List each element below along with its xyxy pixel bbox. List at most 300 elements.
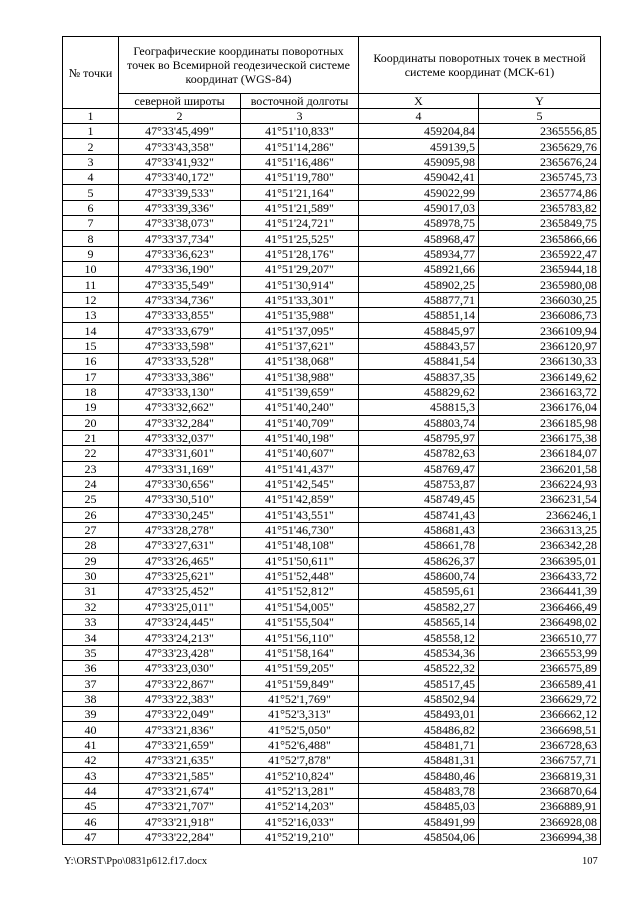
longitude-cell: 41°51'28,176" <box>241 246 359 261</box>
longitude-cell: 41°51'40,607" <box>241 446 359 461</box>
latitude-cell: 47°33'39,533" <box>119 185 241 200</box>
point-number: 40 <box>63 722 119 737</box>
longitude-cell: 41°51'33,301" <box>241 292 359 307</box>
point-number: 45 <box>63 799 119 814</box>
longitude-cell: 41°51'40,240" <box>241 400 359 415</box>
point-number: 27 <box>63 522 119 537</box>
y-cell: 2366928,08 <box>479 814 601 829</box>
longitude-cell: 41°51'59,849" <box>241 676 359 691</box>
latitude-cell: 47°33'27,631" <box>119 538 241 553</box>
table-body <box>63 124 601 845</box>
table-row <box>63 568 601 583</box>
table-row <box>63 246 601 261</box>
table-row <box>63 476 601 491</box>
point-number: 22 <box>63 446 119 461</box>
point-number: 8 <box>63 231 119 246</box>
point-number: 47 <box>63 829 119 844</box>
latitude-cell: 47°33'21,707" <box>119 799 241 814</box>
longitude-cell: 41°51'43,551" <box>241 507 359 522</box>
latitude-cell: 47°33'24,445" <box>119 615 241 630</box>
x-cell: 458829,62 <box>359 384 479 399</box>
table-row <box>63 753 601 768</box>
y-cell: 2366149,62 <box>479 369 601 384</box>
x-cell: 458843,57 <box>359 338 479 353</box>
y-cell: 2366553,99 <box>479 645 601 660</box>
latitude-cell: 47°33'43,358" <box>119 139 241 154</box>
point-number: 46 <box>63 814 119 829</box>
latitude-cell: 47°33'22,284" <box>119 829 241 844</box>
column-number: 5 <box>479 109 601 124</box>
latitude-cell: 47°33'33,598" <box>119 338 241 353</box>
table-row <box>63 384 601 399</box>
x-cell: 459022,99 <box>359 185 479 200</box>
longitude-cell: 41°52'13,281" <box>241 783 359 798</box>
point-number: 24 <box>63 476 119 491</box>
y-cell: 2366994,38 <box>479 829 601 844</box>
latitude-cell: 47°33'45,499" <box>119 124 241 139</box>
longitude-cell: 41°51'39,659" <box>241 384 359 399</box>
table-row <box>63 338 601 353</box>
point-number: 9 <box>63 246 119 261</box>
longitude-cell: 41°51'50,611" <box>241 553 359 568</box>
table-row <box>63 262 601 277</box>
point-number: 25 <box>63 492 119 507</box>
x-cell: 458921,66 <box>359 262 479 277</box>
x-cell: 459204,84 <box>359 124 479 139</box>
y-cell: 2365556,85 <box>479 124 601 139</box>
x-cell: 458486,82 <box>359 722 479 737</box>
latitude-cell: 47°33'22,383" <box>119 691 241 706</box>
latitude-cell: 47°33'21,585" <box>119 768 241 783</box>
x-cell: 459139,5 <box>359 139 479 154</box>
table-row <box>63 124 601 139</box>
latitude-cell: 47°33'32,662" <box>119 400 241 415</box>
point-number: 15 <box>63 338 119 353</box>
point-number: 4 <box>63 170 119 185</box>
latitude-cell: 47°33'35,549" <box>119 277 241 292</box>
y-cell: 2365745,73 <box>479 170 601 185</box>
y-cell: 2366130,33 <box>479 354 601 369</box>
latitude-cell: 47°33'33,679" <box>119 323 241 338</box>
table-row <box>63 799 601 814</box>
y-cell: 2366313,25 <box>479 522 601 537</box>
longitude-cell: 41°51'46,730" <box>241 522 359 537</box>
latitude-cell: 47°33'30,510" <box>119 492 241 507</box>
table-row <box>63 615 601 630</box>
point-number: 3 <box>63 154 119 169</box>
table-row <box>63 216 601 231</box>
longitude-cell: 41°52'6,488" <box>241 737 359 752</box>
y-cell: 2366342,28 <box>479 538 601 553</box>
longitude-cell: 41°52'3,313" <box>241 707 359 722</box>
table-row <box>63 154 601 169</box>
latitude-cell: 47°33'25,621" <box>119 568 241 583</box>
latitude-cell: 47°33'26,465" <box>119 553 241 568</box>
latitude-cell: 47°33'37,734" <box>119 231 241 246</box>
longitude-cell: 41°51'38,068" <box>241 354 359 369</box>
y-cell: 2365676,24 <box>479 154 601 169</box>
point-number: 5 <box>63 185 119 200</box>
point-number: 38 <box>63 691 119 706</box>
longitude-cell: 41°51'19,780" <box>241 170 359 185</box>
page-number: 107 <box>582 856 598 867</box>
latitude-cell: 47°33'36,623" <box>119 246 241 261</box>
point-number: 37 <box>63 676 119 691</box>
y-cell: 2366498,02 <box>479 615 601 630</box>
y-cell: 2365629,76 <box>479 139 601 154</box>
longitude-cell: 41°51'48,108" <box>241 538 359 553</box>
point-number: 34 <box>63 630 119 645</box>
x-cell: 459042,41 <box>359 170 479 185</box>
latitude-cell: 47°33'34,736" <box>119 292 241 307</box>
y-cell: 2366175,38 <box>479 430 601 445</box>
longitude-cell: 41°51'52,812" <box>241 584 359 599</box>
x-cell: 458626,37 <box>359 553 479 568</box>
x-cell: 458493,01 <box>359 707 479 722</box>
longitude-cell: 41°52'19,210" <box>241 829 359 844</box>
table-row <box>63 645 601 660</box>
longitude-cell: 41°51'30,914" <box>241 277 359 292</box>
x-cell: 458803,74 <box>359 415 479 430</box>
point-number: 21 <box>63 430 119 445</box>
longitude-cell: 41°51'14,286" <box>241 139 359 154</box>
y-cell: 2366246,1 <box>479 507 601 522</box>
table-row <box>63 231 601 246</box>
latitude-cell: 47°33'25,452" <box>119 584 241 599</box>
table-row <box>63 170 601 185</box>
latitude-cell: 47°33'33,855" <box>119 308 241 323</box>
y-cell: 2366109,94 <box>479 323 601 338</box>
latitude-cell: 47°33'33,130" <box>119 384 241 399</box>
point-number: 20 <box>63 415 119 430</box>
longitude-cell: 41°51'21,164" <box>241 185 359 200</box>
longitude-cell: 41°52'7,878" <box>241 753 359 768</box>
latitude-cell: 47°33'32,037" <box>119 430 241 445</box>
point-number: 18 <box>63 384 119 399</box>
point-number: 16 <box>63 354 119 369</box>
longitude-cell: 41°51'54,005" <box>241 599 359 614</box>
x-cell: 458749,45 <box>359 492 479 507</box>
latitude-cell: 47°33'23,428" <box>119 645 241 660</box>
point-number: 2 <box>63 139 119 154</box>
y-cell: 2365783,82 <box>479 200 601 215</box>
point-number: 28 <box>63 538 119 553</box>
table-row <box>63 722 601 737</box>
table-row <box>63 661 601 676</box>
latitude-cell: 47°33'22,867" <box>119 676 241 691</box>
longitude-cell: 41°51'58,164" <box>241 645 359 660</box>
x-cell: 458741,43 <box>359 507 479 522</box>
y-cell: 2366757,71 <box>479 753 601 768</box>
longitude-header: восточной долготы <box>241 94 359 109</box>
x-cell: 458782,63 <box>359 446 479 461</box>
point-number: 41 <box>63 737 119 752</box>
y-cell: 2366575,89 <box>479 661 601 676</box>
longitude-cell: 41°51'40,709" <box>241 415 359 430</box>
table-row <box>63 768 601 783</box>
point-number: 6 <box>63 200 119 215</box>
table-row <box>63 507 601 522</box>
x-cell: 458485,03 <box>359 799 479 814</box>
local-coordinates-header: Координаты поворотных точек в местной системе координат (МСК-61) <box>359 37 601 94</box>
y-header: Y <box>479 94 601 109</box>
x-cell: 458681,43 <box>359 522 479 537</box>
table-row <box>63 292 601 307</box>
column-number-row <box>63 109 601 124</box>
x-cell: 458595,61 <box>359 584 479 599</box>
x-cell: 458565,14 <box>359 615 479 630</box>
x-cell: 458902,25 <box>359 277 479 292</box>
point-number: 32 <box>63 599 119 614</box>
table-row <box>63 492 601 507</box>
file-path: Y:\ORST\Ppo\0831p612.f17.docx <box>64 856 208 867</box>
x-cell: 458815,3 <box>359 400 479 415</box>
point-number: 11 <box>63 277 119 292</box>
y-cell: 2366163,72 <box>479 384 601 399</box>
table-row <box>63 829 601 844</box>
point-number: 35 <box>63 645 119 660</box>
x-cell: 459017,03 <box>359 200 479 215</box>
latitude-cell: 47°33'33,528" <box>119 354 241 369</box>
x-cell: 458600,74 <box>359 568 479 583</box>
x-cell: 458582,27 <box>359 599 479 614</box>
y-cell: 2366120,97 <box>479 338 601 353</box>
latitude-cell: 47°33'30,656" <box>119 476 241 491</box>
longitude-cell: 41°51'25,525" <box>241 231 359 246</box>
x-cell: 458502,94 <box>359 691 479 706</box>
latitude-cell: 47°33'21,659" <box>119 737 241 752</box>
x-cell: 458851,14 <box>359 308 479 323</box>
point-number: 10 <box>63 262 119 277</box>
longitude-cell: 41°51'29,207" <box>241 262 359 277</box>
geo-coordinates-header: Географические координаты поворотных точек во Всемирной геодезической системе координат (WGS-84) <box>119 37 359 94</box>
table-row <box>63 630 601 645</box>
y-cell: 2366589,41 <box>479 676 601 691</box>
y-cell: 2366184,07 <box>479 446 601 461</box>
longitude-cell: 41°51'35,988" <box>241 308 359 323</box>
longitude-cell: 41°51'52,448" <box>241 568 359 583</box>
y-cell: 2366030,25 <box>479 292 601 307</box>
table-row <box>63 430 601 445</box>
longitude-cell: 41°51'37,095" <box>241 323 359 338</box>
point-number-header: № точки <box>63 37 119 109</box>
longitude-cell: 41°51'40,198" <box>241 430 359 445</box>
table-row <box>63 139 601 154</box>
longitude-cell: 41°51'55,504" <box>241 615 359 630</box>
y-cell: 2366698,51 <box>479 722 601 737</box>
header-row-columns <box>63 94 601 109</box>
point-number: 44 <box>63 783 119 798</box>
y-cell: 2366224,93 <box>479 476 601 491</box>
table-row <box>63 553 601 568</box>
y-cell: 2366185,98 <box>479 415 601 430</box>
y-cell: 2366433,72 <box>479 568 601 583</box>
latitude-cell: 47°33'21,918" <box>119 814 241 829</box>
x-cell: 458483,78 <box>359 783 479 798</box>
latitude-cell: 47°33'32,284" <box>119 415 241 430</box>
table-row <box>63 185 601 200</box>
point-number: 19 <box>63 400 119 415</box>
y-cell: 2365944,18 <box>479 262 601 277</box>
latitude-cell: 47°33'31,601" <box>119 446 241 461</box>
x-cell: 458504,06 <box>359 829 479 844</box>
table-row <box>63 691 601 706</box>
longitude-cell: 41°52'16,033" <box>241 814 359 829</box>
latitude-cell: 47°33'28,278" <box>119 522 241 537</box>
x-header: X <box>359 94 479 109</box>
longitude-cell: 41°51'16,486" <box>241 154 359 169</box>
x-cell: 458491,99 <box>359 814 479 829</box>
x-cell: 458753,87 <box>359 476 479 491</box>
point-number: 23 <box>63 461 119 476</box>
header-row-groups <box>63 37 601 94</box>
latitude-cell: 47°33'41,932" <box>119 154 241 169</box>
point-number: 39 <box>63 707 119 722</box>
point-number: 12 <box>63 292 119 307</box>
table-row <box>63 522 601 537</box>
table-row <box>63 814 601 829</box>
table-row <box>63 200 601 215</box>
x-cell: 458481,31 <box>359 753 479 768</box>
latitude-cell: 47°33'22,049" <box>119 707 241 722</box>
y-cell: 2365774,86 <box>479 185 601 200</box>
x-cell: 458841,54 <box>359 354 479 369</box>
column-number: 2 <box>119 109 241 124</box>
point-number: 43 <box>63 768 119 783</box>
longitude-cell: 41°51'56,110" <box>241 630 359 645</box>
table-row <box>63 369 601 384</box>
latitude-cell: 47°33'30,245" <box>119 507 241 522</box>
latitude-cell: 47°33'31,169" <box>119 461 241 476</box>
y-cell: 2366086,73 <box>479 308 601 323</box>
longitude-cell: 41°51'42,859" <box>241 492 359 507</box>
x-cell: 458837,35 <box>359 369 479 384</box>
x-cell: 458769,47 <box>359 461 479 476</box>
x-cell: 458480,46 <box>359 768 479 783</box>
x-cell: 458978,75 <box>359 216 479 231</box>
latitude-cell: 47°33'24,213" <box>119 630 241 645</box>
x-cell: 458661,78 <box>359 538 479 553</box>
y-cell: 2366510,77 <box>479 630 601 645</box>
longitude-cell: 41°51'38,988" <box>241 369 359 384</box>
point-number: 31 <box>63 584 119 599</box>
y-cell: 2365922,47 <box>479 246 601 261</box>
point-number: 30 <box>63 568 119 583</box>
table-row <box>63 308 601 323</box>
x-cell: 458795,97 <box>359 430 479 445</box>
longitude-cell: 41°51'59,205" <box>241 661 359 676</box>
x-cell: 458968,47 <box>359 231 479 246</box>
longitude-cell: 41°52'14,203" <box>241 799 359 814</box>
point-number: 42 <box>63 753 119 768</box>
latitude-cell: 47°33'33,386" <box>119 369 241 384</box>
longitude-cell: 41°51'10,833" <box>241 124 359 139</box>
table-row <box>63 538 601 553</box>
y-cell: 2366728,63 <box>479 737 601 752</box>
point-number: 14 <box>63 323 119 338</box>
longitude-cell: 41°51'24,721" <box>241 216 359 231</box>
y-cell: 2365866,66 <box>479 231 601 246</box>
x-cell: 459095,98 <box>359 154 479 169</box>
latitude-cell: 47°33'21,836" <box>119 722 241 737</box>
longitude-cell: 41°51'21,589" <box>241 200 359 215</box>
x-cell: 458534,36 <box>359 645 479 660</box>
x-cell: 458517,45 <box>359 676 479 691</box>
y-cell: 2366466,49 <box>479 599 601 614</box>
x-cell: 458845,97 <box>359 323 479 338</box>
point-number: 26 <box>63 507 119 522</box>
longitude-cell: 41°51'37,621" <box>241 338 359 353</box>
longitude-cell: 41°52'1,769" <box>241 691 359 706</box>
table-row <box>63 277 601 292</box>
column-number: 3 <box>241 109 359 124</box>
point-number: 29 <box>63 553 119 568</box>
latitude-cell: 47°33'39,336" <box>119 200 241 215</box>
y-cell: 2366662,12 <box>479 707 601 722</box>
table-row <box>63 323 601 338</box>
table-row <box>63 354 601 369</box>
table-row <box>63 707 601 722</box>
point-number: 7 <box>63 216 119 231</box>
table-row <box>63 599 601 614</box>
y-cell: 2366201,58 <box>479 461 601 476</box>
point-number: 33 <box>63 615 119 630</box>
point-number: 1 <box>63 124 119 139</box>
x-cell: 458558,12 <box>359 630 479 645</box>
longitude-cell: 41°51'41,437" <box>241 461 359 476</box>
table-row <box>63 737 601 752</box>
x-cell: 458481,71 <box>359 737 479 752</box>
latitude-cell: 47°33'40,172" <box>119 170 241 185</box>
latitude-cell: 47°33'38,073" <box>119 216 241 231</box>
y-cell: 2366441,39 <box>479 584 601 599</box>
table-row <box>63 584 601 599</box>
latitude-cell: 47°33'23,030" <box>119 661 241 676</box>
y-cell: 2366870,64 <box>479 783 601 798</box>
y-cell: 2366629,72 <box>479 691 601 706</box>
column-number: 1 <box>63 109 119 124</box>
coordinates-table <box>62 36 601 845</box>
longitude-cell: 41°52'5,050" <box>241 722 359 737</box>
y-cell: 2365980,08 <box>479 277 601 292</box>
table-row <box>63 676 601 691</box>
table-row <box>63 446 601 461</box>
longitude-cell: 41°51'42,545" <box>241 476 359 491</box>
y-cell: 2366395,01 <box>479 553 601 568</box>
longitude-cell: 41°52'10,824" <box>241 768 359 783</box>
table-row <box>63 415 601 430</box>
x-cell: 458934,77 <box>359 246 479 261</box>
y-cell: 2366231,54 <box>479 492 601 507</box>
x-cell: 458522,32 <box>359 661 479 676</box>
table-row <box>63 400 601 415</box>
point-number: 17 <box>63 369 119 384</box>
column-number: 4 <box>359 109 479 124</box>
y-cell: 2365849,75 <box>479 216 601 231</box>
y-cell: 2366819,31 <box>479 768 601 783</box>
latitude-cell: 47°33'25,011" <box>119 599 241 614</box>
latitude-cell: 47°33'21,674" <box>119 783 241 798</box>
y-cell: 2366889,91 <box>479 799 601 814</box>
latitude-cell: 47°33'36,190" <box>119 262 241 277</box>
y-cell: 2366176,04 <box>479 400 601 415</box>
latitude-cell: 47°33'21,635" <box>119 753 241 768</box>
point-number: 13 <box>63 308 119 323</box>
point-number: 36 <box>63 661 119 676</box>
x-cell: 458877,71 <box>359 292 479 307</box>
table-row <box>63 461 601 476</box>
table-row <box>63 783 601 798</box>
